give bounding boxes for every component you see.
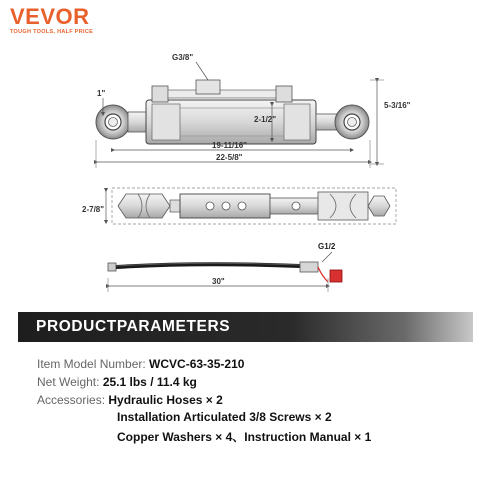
height-label-side: 2-7/8" [82, 205, 105, 214]
hose-length-label: 30" [212, 277, 225, 286]
brand-tagline: TOUGH TOOLS, HALF PRICE [10, 29, 94, 35]
height-label-top: 5-3/16" [384, 101, 411, 110]
spec-model-label: Item Model Number: [37, 357, 146, 371]
cylinder-top-view [96, 80, 369, 144]
brand-name: VEVOR [10, 4, 90, 29]
spec-accessory-item: Installation Articulated 3/8 Screws × 2 [117, 410, 332, 424]
hydraulic-hose [108, 252, 342, 282]
port-label: G3/8" [172, 53, 194, 62]
spec-model-value: WCVC-63-35-210 [149, 357, 245, 371]
spec-weight-row [37, 375, 197, 390]
spec-accessory-item: Copper Washers × 4、Instruction Manual × 1 [117, 430, 372, 444]
cylinder-side-view [112, 188, 396, 224]
params-title: PRODUCTPARAMETERS [36, 318, 231, 335]
hose-thread-label: G1/2 [318, 242, 336, 251]
spec-weight-label: Net Weight: [37, 375, 100, 389]
spec-accessory-item: Hydraulic Hoses × 2 [108, 393, 223, 407]
pin-label: 1" [97, 89, 106, 98]
inner-length-label: 19-11/16" [212, 141, 247, 150]
spec-model-row [37, 357, 244, 372]
total-length-label: 22-5/8" [216, 153, 243, 162]
spec-accessories-label: Accessories: [37, 393, 106, 407]
spec-accessories-row [37, 393, 223, 408]
spec-weight-value: 25.1 lbs / 11.4 kg [102, 375, 197, 389]
params-header-bar [18, 312, 473, 342]
bore-label: 2-1/2" [254, 115, 277, 124]
side-view-dimensions [82, 190, 106, 222]
